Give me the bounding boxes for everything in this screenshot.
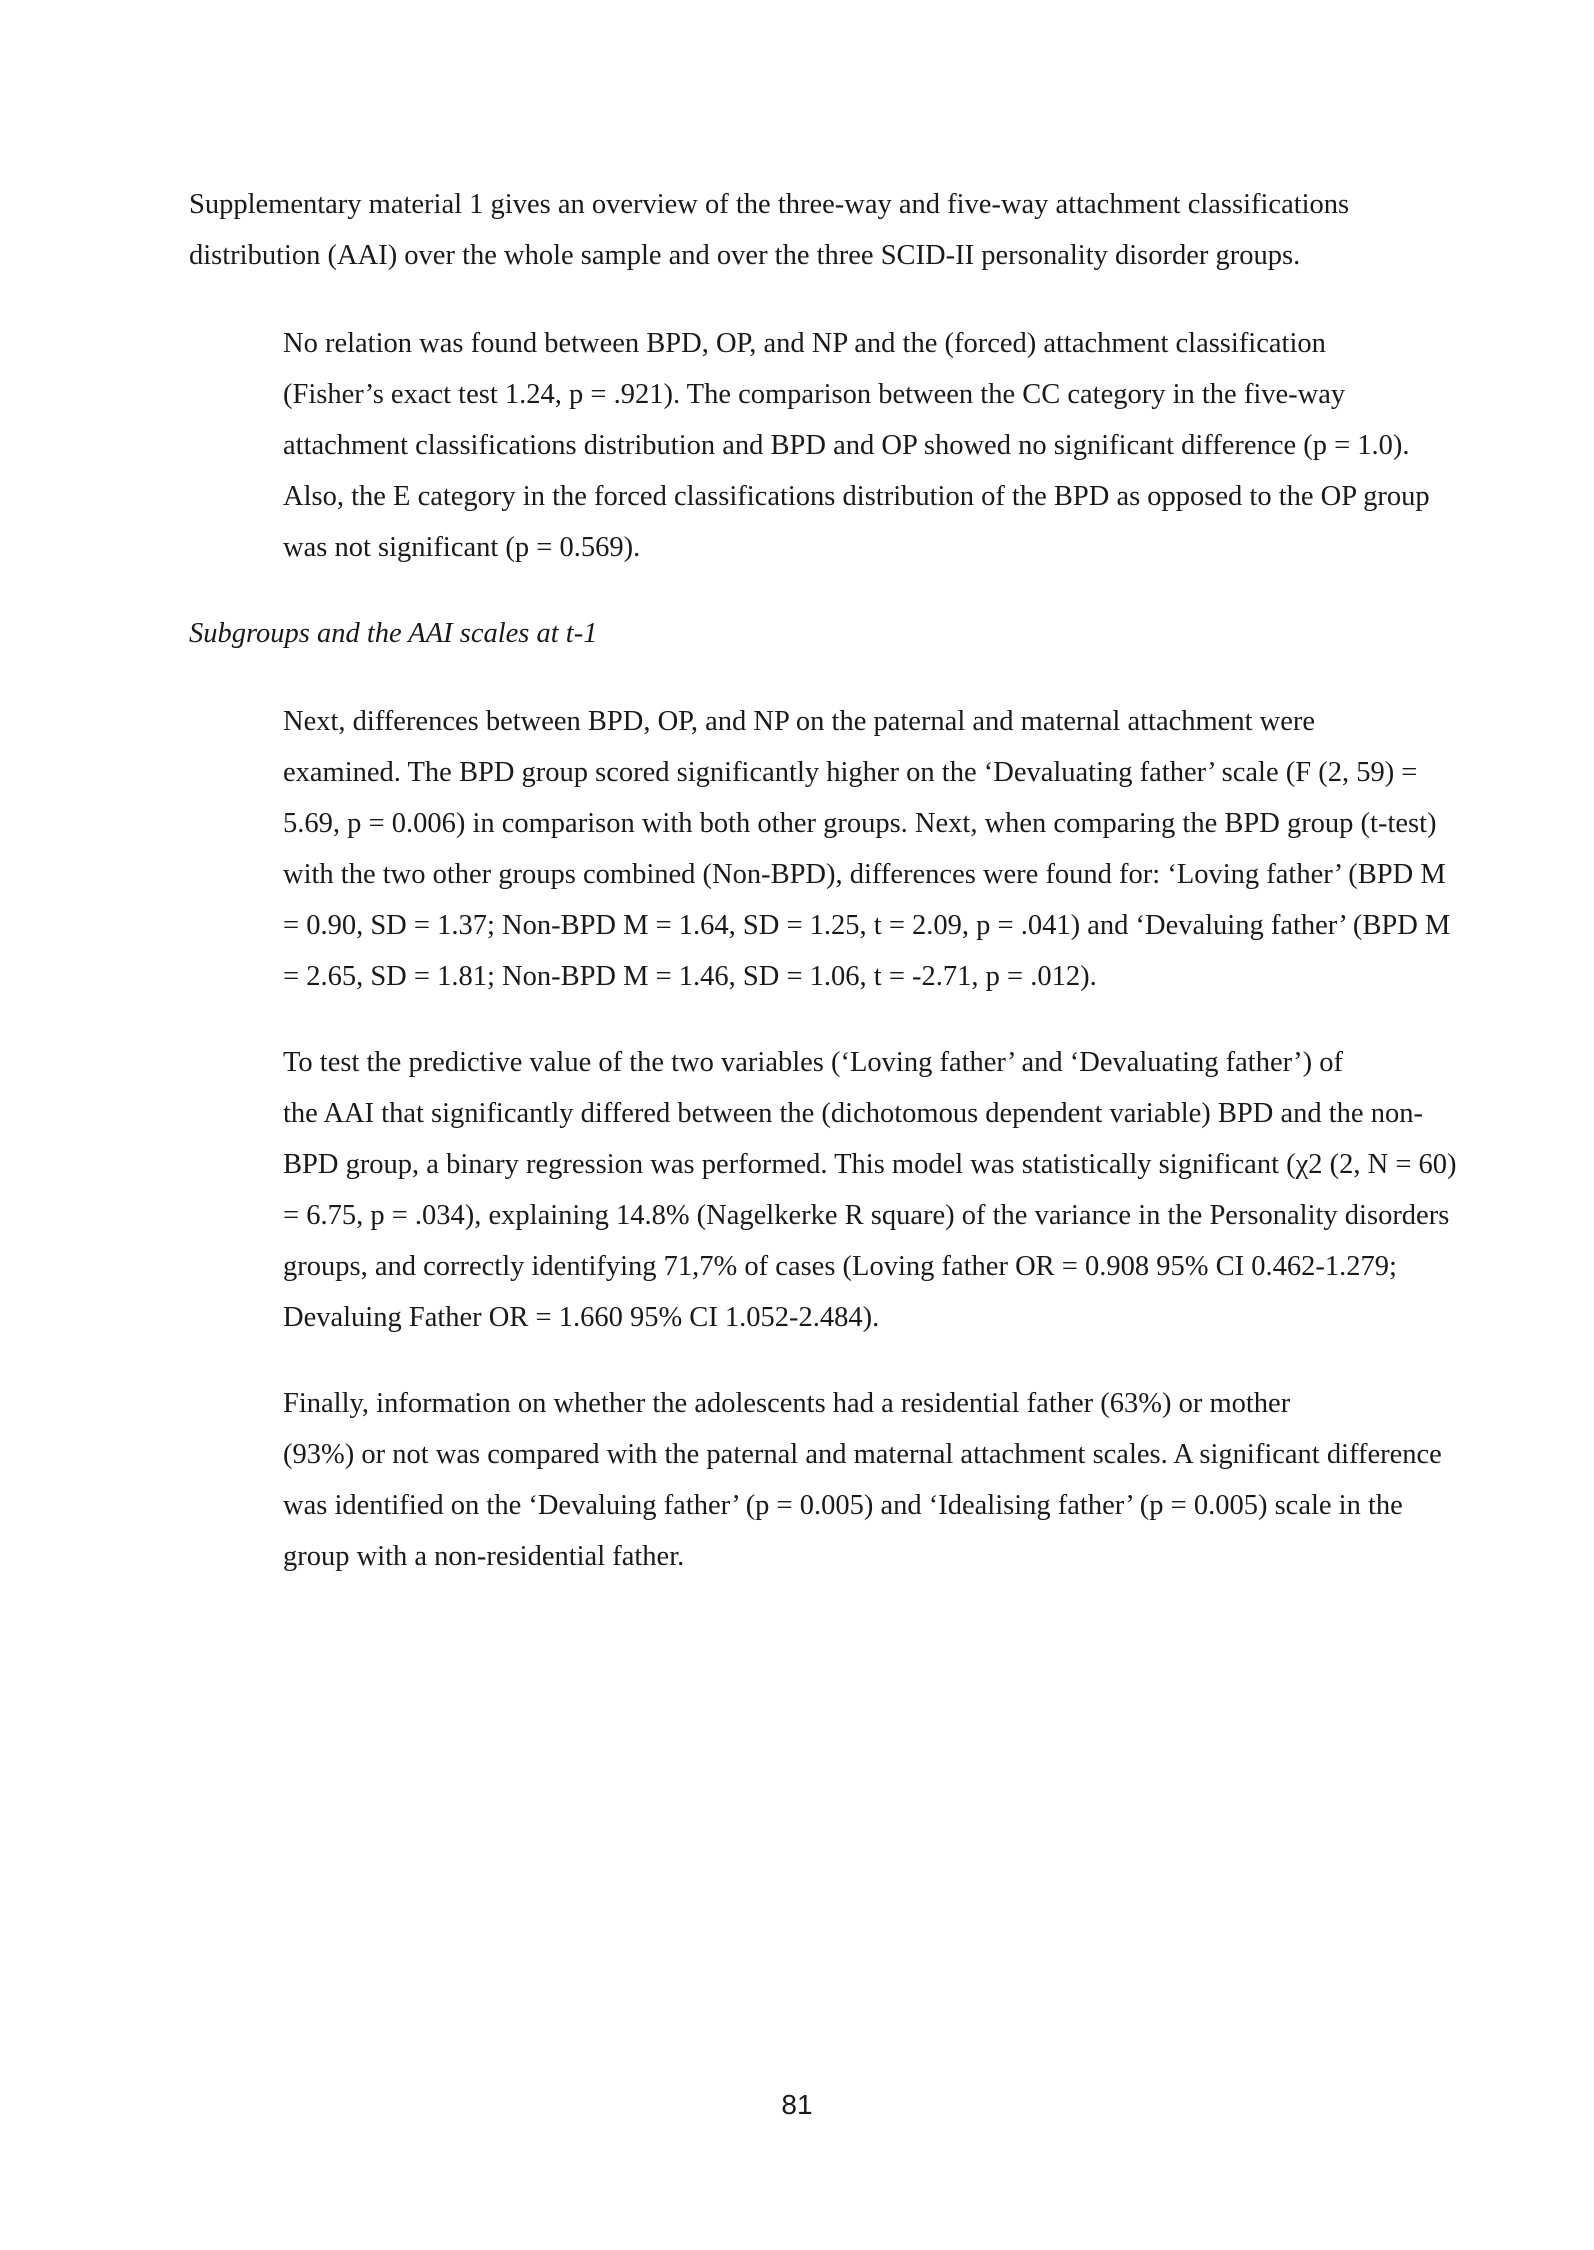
text-line: Also, the E category in the forced classifications distribution of the BPD as opposed to the OP group <box>283 481 1430 512</box>
section-subheading <box>189 608 1411 659</box>
paragraph-group-differences <box>189 696 1451 1002</box>
text-line: No relation was found between BPD, OP, and NP and the (forced) attachment classification <box>283 328 1326 359</box>
text-line: groups, and correctly identifying 71,7% of cases (Loving father OR = 0.908 95% CI 0.462-1.279; <box>283 1251 1397 1282</box>
text-line: Finally, information on whether the adolescents had a residential father (63%) or mother <box>283 1388 1291 1419</box>
text-line: Next, differences between BPD, OP, and NP on the paternal and maternal attachment were <box>283 706 1315 737</box>
text-line: with the two other groups combined (Non-BPD), differences were found for: ‘Loving father’ (BPD M <box>283 859 1446 890</box>
text-line: 5.69, p = 0.006) in comparison with both other groups. Next, when comparing the BPD group (t-test) <box>283 808 1437 839</box>
paragraph-binary-regression <box>189 1037 1457 1343</box>
text-line: = 2.65, SD = 1.81; Non-BPD M = 1.46, SD = 1.06, t = -2.71, p = .012). <box>283 961 1097 992</box>
text-line: (93%) or not was compared with the paternal and maternal attachment scales. A significant difference <box>283 1439 1442 1470</box>
text-line: group with a non-residential father. <box>283 1541 685 1572</box>
page-number: 81 <box>781 2089 813 2120</box>
text-line: attachment classifications distribution and BPD and OP showed no significant difference (p = 1.0). <box>283 430 1410 461</box>
text-line: examined. The BPD group scored significantly higher on the ‘Devaluating father’ scale (F (2, 59) = <box>283 757 1418 788</box>
text-line: Devaluing Father OR = 1.660 95% CI 1.052-2.484). <box>283 1302 880 1333</box>
text-line: To test the predictive value of the two variables (‘Loving father’ and ‘Devaluating father’) of <box>283 1047 1343 1078</box>
text-line: was not significant (p = 0.569). <box>283 532 641 563</box>
text-line: distribution (AAI) over the whole sample and over the three SCID-II personality disorder groups. <box>189 240 1301 271</box>
text-line: = 6.75, p = .034), explaining 14.8% (Nagelkerke R square) of the variance in the Personality disorders <box>283 1200 1450 1231</box>
text-line: the AAI that significantly differed between the (dichotomous dependent variable) BPD and the non- <box>283 1098 1423 1129</box>
text-line: was identified on the ‘Devaluing father’ (p = 0.005) and ‘Idealising father’ (p = 0.005) scale in the <box>283 1490 1403 1521</box>
text-line: BPD group, a binary regression was performed. This model was statistically significant (χ2 (2, N = 60) <box>283 1149 1457 1180</box>
paragraph-supplementary-overview <box>189 179 1411 281</box>
paragraph-residential-parent <box>189 1378 1442 1582</box>
subheading-text: Subgroups and the AAI scales at t-1 <box>189 618 598 649</box>
text-line: = 0.90, SD = 1.37; Non-BPD M = 1.64, SD = 1.25, t = 2.09, p = .041) and ‘Devaluing father’ (BPD M <box>283 910 1451 941</box>
text-line: (Fisher’s exact test 1.24, p = .921). The comparison between the CC category in the five-way <box>283 379 1346 410</box>
text-line: Supplementary material 1 gives an overview of the three-way and five-way attachment classifications <box>189 189 1350 220</box>
paragraph-attachment-relation <box>189 318 1430 573</box>
